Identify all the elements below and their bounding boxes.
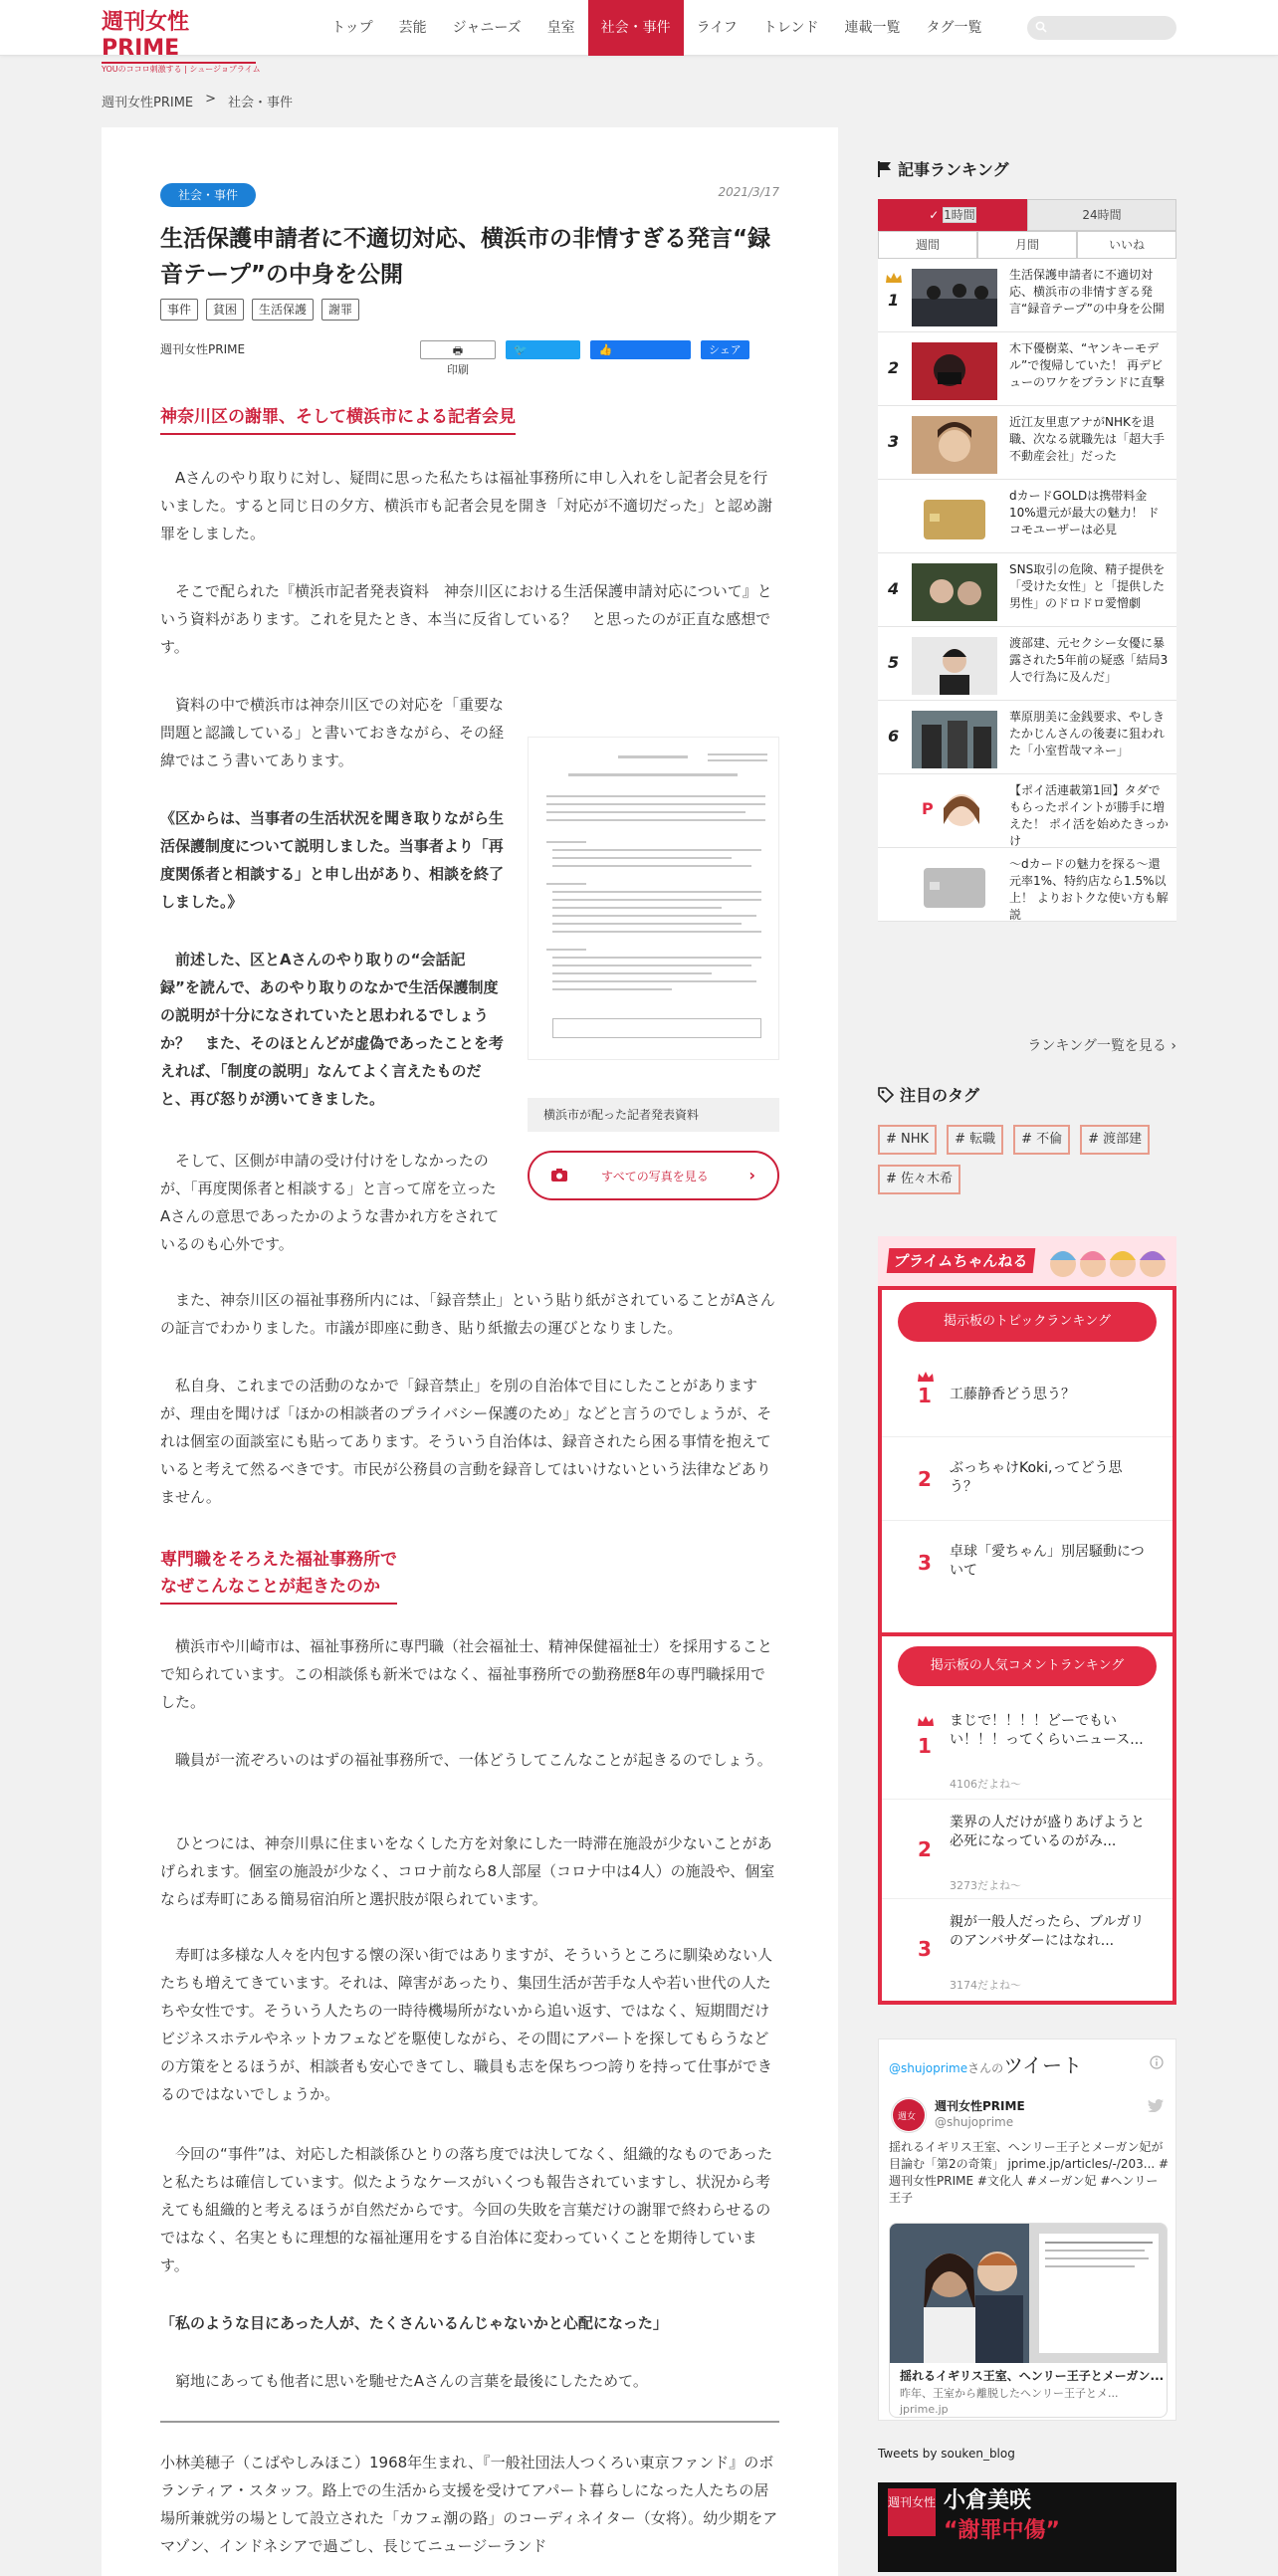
nav-society[interactable]: 社会・事件 bbox=[588, 0, 684, 56]
quoted-statement: 《区からは、当事者の生活状況を聞き取りながら生活保護制度について説明しました。当事者より「再度関係者と相談する」と申し出があり、相談を終了しました。》 bbox=[160, 809, 505, 911]
credit-card-image bbox=[912, 490, 997, 547]
like-button[interactable]: 👍 いいね！ 288 bbox=[590, 340, 691, 359]
ranking-title: dカードGOLDは携帯料金10%還元が最大の魅力！ ドコモユーザーは必見 bbox=[1009, 489, 1160, 537]
nav-imperial[interactable]: 皇室 bbox=[546, 20, 575, 36]
ranking-list bbox=[878, 259, 1176, 922]
paragraph: 前述した、区とAさんのやり取りの“会話記録”を読んで、あのやり取りのなかで生活保護制度の説明が十分になされていたと思われるでしょうか？ また、そのほとんどが虚偽であったことを考えれば、「制度の説明」なんてよく言えたものだと、再び怒りが湧いてきました。 bbox=[160, 951, 504, 1108]
ranking-item[interactable] bbox=[878, 332, 1176, 406]
rank-number: 4 bbox=[888, 579, 900, 598]
twitter-timeline bbox=[878, 2039, 1176, 2421]
ranking-period-tabs bbox=[878, 199, 1176, 231]
topic-ranking-button[interactable]: 掲示板のトピックランキング bbox=[898, 1302, 1157, 1342]
comment-text: 業界の人だけが盛りあげようと必死になっているのがみ... bbox=[950, 1815, 1145, 1849]
search-input[interactable] bbox=[1027, 16, 1176, 40]
topic-ranking-box bbox=[882, 1290, 1172, 1632]
twitter-header bbox=[889, 2049, 1082, 2078]
search-icon bbox=[1035, 21, 1047, 33]
tweet-button[interactable]: 🐦 ツイート bbox=[506, 340, 580, 359]
ranking-heading: 記事ランキング bbox=[878, 157, 1009, 180]
facebook-share-button[interactable]: シェア bbox=[701, 340, 749, 359]
tag-chip[interactable]: # NHK bbox=[878, 1125, 937, 1155]
tweet-text: 揺れるイギリス王室、ヘンリー王子とメーガン妃が目論む「第2の奇策」 jprime.jp/articles/-/203... #週刊女性PRIME #文化人 #メーガン妃 #ヘンリー王子 bbox=[889, 2140, 1170, 2205]
rank-number: 2 bbox=[918, 1467, 932, 1491]
hot-tags bbox=[878, 1125, 1176, 1194]
ad-line: “謝罪中傷” bbox=[944, 2518, 1060, 2543]
tweet-author-handle[interactable]: @shujoprime bbox=[935, 2115, 1014, 2129]
breadcrumb bbox=[102, 92, 293, 110]
breadcrumb-home[interactable]: 週刊女性PRIME bbox=[102, 96, 194, 110]
breadcrumb-separator: > bbox=[205, 92, 217, 107]
topic-title: 工藤静香どう思う？ bbox=[950, 1387, 1075, 1402]
mascot-illustration bbox=[1047, 1240, 1171, 1284]
flag-icon bbox=[878, 161, 892, 177]
comment-text: 親が一般人だったら、ブルガリのアンバサダーにはなれ... bbox=[950, 1914, 1145, 1949]
rank-number: 5 bbox=[888, 653, 900, 672]
rank-number: 3 bbox=[918, 1551, 932, 1575]
tweet-link-card[interactable] bbox=[889, 2223, 1168, 2418]
thumbnail-image bbox=[912, 269, 997, 326]
topic-title: ぶっちゃけKoki,ってどう思う？ bbox=[950, 1460, 1123, 1495]
comment-ranking-box bbox=[882, 1636, 1172, 2001]
paragraph: 職員が一流ぞろいのはずの福祉事務所で、一体どうしてこんなことが起きるのでしょう。 bbox=[175, 1751, 772, 1769]
press-release-document-image bbox=[538, 750, 770, 1048]
article-card bbox=[102, 127, 838, 2576]
paragraph: 横浜市や川崎市は、福祉事務所に専門職（社会福祉士、精神保健福祉士）を採用することで知られています。この相談係も新米ではなく、福祉事務所での勤務歴8年の専門職採用でした。 bbox=[160, 1637, 773, 1711]
comment-item[interactable] bbox=[882, 1899, 1172, 1999]
ranking-item[interactable] bbox=[878, 627, 1176, 701]
tag-chip[interactable]: 生活保護 bbox=[252, 299, 314, 321]
nav-johnnys[interactable]: ジャニーズ bbox=[452, 20, 522, 36]
topic-item[interactable] bbox=[882, 1437, 1172, 1521]
ranking-item-pr[interactable] bbox=[878, 480, 1176, 553]
svg-text:週女: 週女 bbox=[898, 2112, 917, 2122]
topic-title: 卓球「愛ちゃん」別居騒動について bbox=[950, 1544, 1145, 1579]
section-heading: 神奈川区の謝罪、そして横浜市による記者会見 bbox=[160, 404, 516, 435]
tab-likes[interactable]: いいね bbox=[1077, 231, 1176, 259]
ad-logo: 週刊女性 bbox=[888, 2488, 936, 2536]
rank-number: 1 bbox=[888, 291, 900, 310]
ranking-item-pr[interactable] bbox=[878, 774, 1176, 848]
nav-entertainment[interactable]: 芸能 bbox=[398, 20, 427, 36]
ranking-title: 渡部建、元セクシー女優に暴露された5年前の疑惑「結局3人で行為に及んだ」 bbox=[1009, 636, 1169, 684]
comment-likes: 3273だよね〜 bbox=[950, 1879, 1021, 1892]
photo-caption: 横浜市が配った記者発表資料 bbox=[528, 1098, 779, 1132]
article-title: 生活保護申請者に不適切対応、横浜市の非情すぎる発言“録音テープ”の中身を公開 bbox=[160, 226, 771, 288]
illustration-image bbox=[912, 784, 997, 842]
paragraph: 寿町は多様な人々を内包する懐の深い街ではありますが、そういうところに馴染めない人たちも増えてきています。それは、障害があったり、集団生活が苦手な人や若い世代の人たちや女性です。そういう人たちの一時待機場所がないから追い返す、ではなく、短期間だけビジネスホテルやネットカフェなどを駆使しながら、その間にアパートを探してもらうなどの方策をとるほうが、相談者も安心できてし、職員も志を保ちつつ誇りを持って仕事ができるのではないでしょうか。 bbox=[160, 1946, 773, 2103]
paragraph: 私自身、これまでの活動のなかで「録音禁止」を別の自治体で目にしたことがありますが、理由を聞けば「ほかの相談者のプライバシー保護のため」などと言うのでしょうが、それは個室の面談室にも貼ってあります。そういう自治体は、録音されたら困る事情を抱えていると考えて然るべきです。市民が公務員の言動を録音してはいけないという法律などありません。 bbox=[160, 1377, 772, 1506]
view-all-photos-label: すべての写真を見る bbox=[601, 1170, 709, 1183]
svg-text:P: P bbox=[922, 799, 934, 818]
thumbnail-image bbox=[912, 342, 997, 400]
tag-chip[interactable]: 貧困 bbox=[206, 299, 244, 321]
ranking-title: 〜dカードの魅力を探る〜還元率1%、特約店なら1.5%以上！ よりおトクな使い方も解説 bbox=[1009, 857, 1169, 922]
twitter-handle-link[interactable]: @shujoprime bbox=[889, 2061, 968, 2075]
print-button[interactable]: 🖶 印刷 bbox=[420, 340, 496, 359]
tweet-author-name[interactable]: 週刊女性PRIME bbox=[935, 2099, 1025, 2113]
tab-monthly[interactable]: 月間 bbox=[977, 231, 1077, 259]
credit-card-image bbox=[912, 858, 997, 916]
prime-channel-banner[interactable] bbox=[878, 1236, 1176, 1286]
section-heading bbox=[160, 1547, 397, 1605]
tweet-card-url: jprime.jp bbox=[900, 2403, 949, 2416]
tweet-card-image bbox=[890, 2224, 1168, 2363]
nav-life[interactable]: ライフ bbox=[696, 20, 738, 36]
logo-tagline: YOUのココロ刺激する | シュージョプライム bbox=[102, 65, 261, 74]
ranking-title: 華原朋美に金銭要求、やしきたかじんさんの後妻に狙われた「小室哲哉マネー」 bbox=[1009, 710, 1166, 757]
crown-icon bbox=[918, 1716, 934, 1726]
thumbnail-image bbox=[912, 711, 997, 768]
paragraph: Aさんのやり取りに対し、疑問に思った私たちは福祉事務所に申し入れをし記者会見を行いました。すると同じ日の夕方、横浜市も記者会見を開き「対応が不適切だった」と認め謝罪をしました。 bbox=[160, 469, 773, 542]
nav-series[interactable]: 連載一覧 bbox=[844, 20, 901, 36]
crown-icon bbox=[886, 273, 902, 283]
article-tags bbox=[160, 299, 359, 321]
twitter-bird-icon bbox=[1148, 2099, 1164, 2112]
ranking-title: 近江友里恵アナがNHKを退職、次なる就職先は「超大手不動産会社」だった bbox=[1009, 415, 1166, 463]
rank-number: 1 bbox=[918, 1384, 932, 1407]
tag-chip[interactable]: # 転職 bbox=[947, 1125, 1003, 1155]
chevron-right-icon: › bbox=[748, 1166, 755, 1184]
comment-ranking-button[interactable]: 掲示板の人気コメントランキング bbox=[898, 1646, 1157, 1686]
ranking-item[interactable] bbox=[878, 259, 1176, 332]
paragraph: ひとつには、神奈川県に住まいをなくした方を対象にした一時滞在施設が少ないことがあげられます。個室の施設が少なく、コロナ前なら8人部屋（コロナ中は4人）の施設や、個室ならば寿町にある簡易宿泊所と選択肢が限られています。 bbox=[160, 1834, 775, 1908]
site-logo[interactable] bbox=[102, 10, 261, 74]
article-date: 2021/3/17 bbox=[718, 185, 779, 199]
paragraph: そこで配られた『横浜市記者発表資料 神奈川区における生活保護申請対応について』という資料があります。これを見たとき、本当に反省している？ と思ったのが正直な感想です。 bbox=[160, 582, 772, 656]
rank-number: 3 bbox=[888, 432, 900, 451]
comment-likes: 4106だよね〜 bbox=[950, 1778, 1021, 1791]
tag-chip[interactable]: # 渡部建 bbox=[1080, 1125, 1150, 1155]
ranking-item-pr[interactable] bbox=[878, 848, 1176, 922]
global-nav bbox=[319, 0, 994, 56]
prime-channel-logo: プライムちゃんねる bbox=[887, 1248, 1035, 1273]
ranking-item[interactable] bbox=[878, 553, 1176, 627]
author-profile: 小林美穂子（こばやしみほこ）1968年生まれ、『一般社団法人つくろい東京ファンド』のボランティア・スタッフ。路上での生活から支援を受けてアパート暮らしになった人たちの居場所兼就労の場として設立された「カフェ潮の路」のコーディネイター（女将）。幼少期をアマゾン、インドネシアで過ごし、長じてニュージーランド bbox=[160, 2454, 778, 2555]
thumbnail-image bbox=[912, 563, 997, 621]
crown-icon bbox=[918, 1372, 934, 1382]
ranking-other-tabs bbox=[878, 231, 1176, 259]
tab-1hour[interactable]: ✓ 1時間 bbox=[878, 199, 1027, 231]
divider bbox=[160, 2421, 779, 2423]
nav-top[interactable]: トップ bbox=[331, 20, 373, 36]
rank-number: 2 bbox=[918, 1837, 932, 1861]
tweet-card-title: 揺れるイギリス王室、ヘンリー王子とメーガン... bbox=[900, 2369, 1165, 2383]
camera-icon bbox=[551, 1169, 567, 1181]
ad-banner[interactable] bbox=[878, 2482, 1176, 2572]
breadcrumb-current[interactable]: 社会・事件 bbox=[228, 96, 294, 110]
tab-24hours[interactable]: 24時間 bbox=[1027, 199, 1176, 231]
paragraph: 資料の中で横浜市は神奈川区での対応を「重要な問題と認識している」と書いておきながら、その経緯ではこう書いてあります。 bbox=[160, 696, 505, 769]
thumbnail-image bbox=[912, 637, 997, 695]
rank-number: 1 bbox=[918, 1734, 932, 1758]
logo-text: 週刊女性PRIME bbox=[102, 10, 256, 64]
tag-chip[interactable]: # 不倫 bbox=[1013, 1125, 1070, 1155]
tag-chip[interactable]: 事件 bbox=[160, 299, 198, 321]
tag-icon bbox=[878, 1087, 894, 1103]
twitter-title: ツイート bbox=[1003, 2053, 1083, 2077]
ranking-more-link[interactable]: ランキング一覧を見る › bbox=[1027, 1038, 1176, 1054]
tags-heading: 注目のタグ bbox=[878, 1083, 979, 1106]
paragraph: 窮地にあっても他者に思いを馳せたAさんの言葉を最後にしたためて。 bbox=[175, 2372, 648, 2390]
nav-tags[interactable]: タグ一覧 bbox=[926, 20, 982, 36]
tweet-card-description: 昨年、王室から離脱したヘンリー王子とメ... bbox=[900, 2387, 1119, 2400]
top-header bbox=[0, 0, 1278, 74]
ranking-item[interactable] bbox=[878, 406, 1176, 480]
paragraph: また、神奈川区の福祉事務所内には、「録音禁止」という貼り紙がされていることがAさんの証言でわかりました。市議が即座に動き、貼り紙撤去の運びとなりました。 bbox=[160, 1291, 775, 1337]
ranking-title: 木下優樹菜、“ヤンキーモデル”で復帰していた！ 再デビューのワケをブランドに直撃 bbox=[1009, 341, 1166, 389]
ranking-item[interactable] bbox=[878, 701, 1176, 774]
article-photo[interactable] bbox=[528, 737, 779, 1060]
info-icon[interactable] bbox=[1150, 2055, 1164, 2069]
ranking-title: 【ポイ活連載第1回】タダでもらったポイントが勝手に増えた！ ポイ活を始めたきっかけ bbox=[1009, 783, 1169, 848]
comment-item[interactable] bbox=[882, 1800, 1172, 1899]
section-heading-line: 専門職をそろえた福祉事務所で bbox=[160, 1550, 397, 1570]
paragraph: そして、区側が申請の受け付けをしなかったのが、「再度関係者と相談する」と言って席を立ったAさんの意思であったかのような書かれ方をされているのも心外です。 bbox=[160, 1152, 500, 1253]
thumbnail-image bbox=[912, 416, 997, 474]
topic-item[interactable] bbox=[882, 1354, 1172, 1437]
comment-text: まじで！！！！どーでもいい！！！ってくらいニュース... bbox=[950, 1713, 1144, 1748]
ad-line: 小倉美咲 bbox=[944, 2488, 1032, 2513]
avatar[interactable] bbox=[891, 2097, 927, 2133]
quoted-statement: 「私のような目にあった人が、たくさんいるんじゃないかと心配になった」 bbox=[160, 2314, 668, 2332]
category-badge[interactable]: 社会・事件 bbox=[160, 183, 256, 207]
comment-likes: 3174だよね〜 bbox=[950, 1979, 1021, 1992]
paragraph: 今回の“事件”は、対応した相談係ひとりの落ち度では決してなく、組織的なものであったと私たちは確信しています。似たようなケースがいくつも報告されていますし、状況から考えても組織的と考えるほうが自然だからです。今回の失敗を言葉だけの謝罪で終わらせるのではなく、名実ともに理想的な福祉運用をする自治体に変わっていくことを期待しています。 bbox=[160, 2145, 773, 2274]
byline: 週刊女性PRIME bbox=[160, 342, 246, 356]
topic-item[interactable] bbox=[882, 1521, 1172, 1605]
comment-item[interactable] bbox=[882, 1696, 1172, 1800]
ranking-title: SNS取引の危険、精子提供を「受けた女性」と「提供した男性」のドロドロ愛憎劇 bbox=[1009, 562, 1166, 610]
ranking-title: 生活保護申請者に不適切対応、横浜市の非情すぎる発言“録音テープ”の中身を公開 bbox=[1009, 268, 1165, 316]
chevron-right-icon: › bbox=[1171, 1038, 1176, 1054]
section-heading-line: なぜこんなことが起きたのか bbox=[160, 1577, 380, 1597]
tag-chip[interactable]: # 佐々木希 bbox=[878, 1165, 960, 1194]
rank-number: 2 bbox=[888, 358, 900, 377]
rank-number: 3 bbox=[918, 1937, 932, 1961]
tab-weekly[interactable]: 週間 bbox=[878, 231, 977, 259]
tag-chip[interactable]: 謝罪 bbox=[321, 299, 359, 321]
tweets-by-link[interactable]: Tweets by souken_blog bbox=[878, 2447, 1015, 2461]
view-all-photos-button[interactable] bbox=[528, 1151, 779, 1200]
rank-number: 6 bbox=[888, 727, 900, 746]
share-buttons bbox=[420, 340, 749, 376]
prime-channel-widget bbox=[878, 1236, 1176, 2005]
ad-headline bbox=[944, 2486, 1060, 2546]
twitter-handle-suffix: さんの bbox=[967, 2061, 1004, 2075]
nav-trend[interactable]: トレンド bbox=[762, 20, 819, 36]
